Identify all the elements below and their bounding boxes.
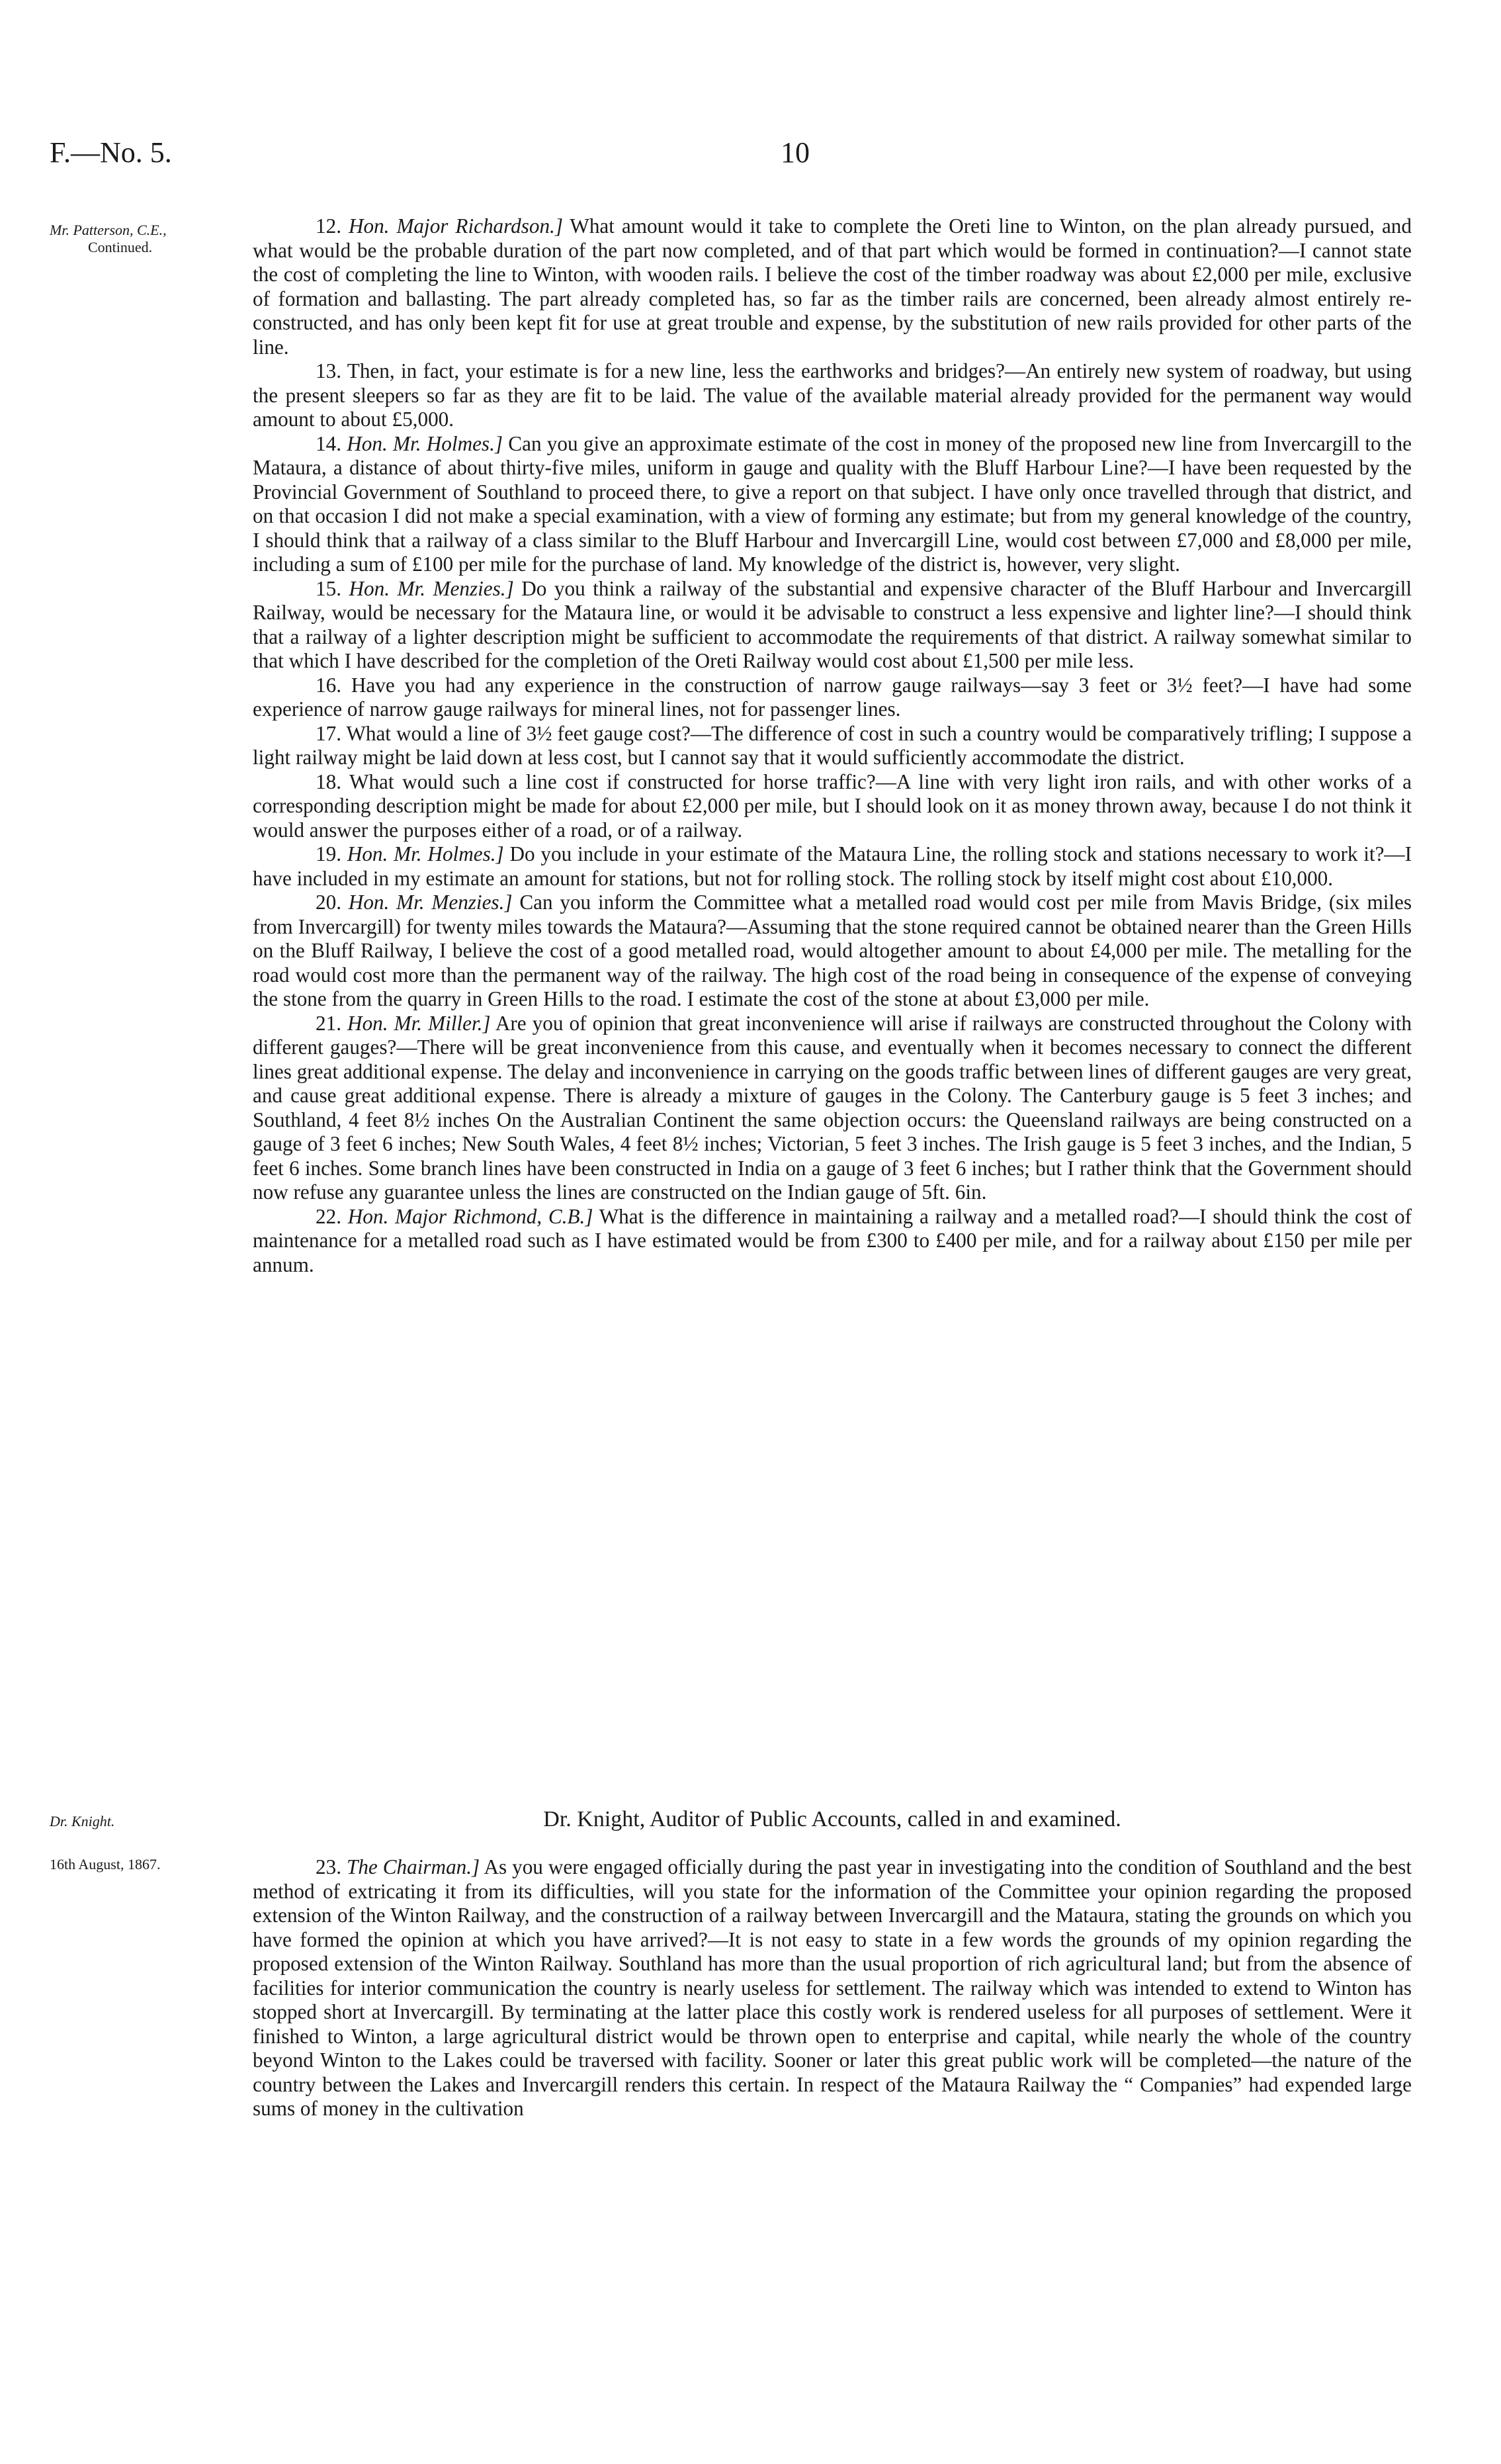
evidence-text: Then, in fact, your estimate is for a new line, less the earthworks and bridges?—An entirely new system of roadway, but using the present sleepers so far as they are fit to be laid. The value of the available material already provided for the permanent way would amount to about £5,000. — [253, 359, 1412, 431]
evidence-text: Can you give an approximate estimate of the cost in money of the proposed new line from Invercargill to the Mataura, a distance of about thirty-five miles, uniform in gauge and quality with the Bluff Harbour Line?—I have been requested by the Provincial Government of Southland to proceed there, to give a report on that subject. I have only once travelled through that district, and on that occasion I did not make a special examination, with a view of forming any estimate; but from my general knowledge of the country, I should think that a railway of a class similar to the Bluff Harbour and Invercargill Line, would cost between £7,000 and £8,000 per mile, including a sum of £100 per mile for the purchase of land. My knowledge of the district is, however, very slight. — [253, 431, 1412, 576]
evidence-paragraph — [253, 770, 1412, 843]
evidence-text: As you were engaged officially during the past year in investigating into the condition of Southland and the best method of extricating it from its difficulties, will you state for the information of the Committee your opinion regarding the proposed extension of the Winton Railway, and the construction of a railway between Invercargill and the Mataura, stating the grounds on which you have formed the opinion at which you have arrived?—It is not easy to state in a few words the grounds of my opinion regarding the proposed extension of the Winton Railway. Southland has more than the usual proportion of rich agricultural land; but from the absence of facilities for interior communication the country is nearly useless for settlement. The railway which was intended to extend to Winton has stopped short at Invercargill. By terminating at the latter place this costly work is rendered useless for all purposes of settlement. Were it finished to Winton, a large agricultural district would be thrown open to enterprise and capital, while nearly the whole of the country beyond Winton to the Lakes could be traversed with facility. Sooner or later this great public work will be completed—the nature of the country between the Lakes and Invercargill renders this certain. In respect of the Mataura Railway the “ Companies” had expended large sums of money in the cultivation — [253, 1855, 1412, 2120]
margin-note-continued: Continued. — [88, 239, 153, 255]
evidence-paragraph — [253, 432, 1412, 577]
evidence-paragraph — [253, 1012, 1412, 1205]
margin-note-witness-2 — [50, 1813, 241, 1830]
evidence-section-2 — [253, 1855, 1412, 2121]
evidence-text: Have you had any experience in the construction of narrow gauge railways—say 3 feet or 3½ feet?—I have had some experience of narrow gauge railways for mineral lines, not for passenger lines. — [253, 673, 1412, 721]
evidence-paragraph — [253, 674, 1412, 722]
evidence-paragraph — [253, 842, 1412, 891]
question-number: 22. — [316, 1204, 341, 1228]
evidence-text: Are you of opinion that great inconvenience will arise if railways are constructed throughout the Colony with different gauges?—There will be great inconvenience from this cause, and eventually when it becomes necessary to connect the different lines great additional expense. The delay and inconvenience in carrying on the goods traffic between lines of different gauges are very great, and cause great additional expense. There is already a mixture of gauges in the Colony. The Canterbury gauge is 5 feet 3 inches; and Southland, 4 feet 8½ inches On the Australian Continent the same objection occurs: the Queensland railways are being constructed on a gauge of 3 feet 6 inches; New South Wales, 4 feet 8½ inches; Victorian, 5 feet 3 inches. The Irish gauge is 5 feet 3 inches, and the Indian, 5 feet 6 inches. Some branch lines have been constructed in India on a gauge of 3 feet 6 inches; but I rather think that the Government should now refuse any guarantee unless the lines are constructed on the Indian gauge of 5ft. 6in. — [253, 1011, 1412, 1204]
speaker-name: Hon. Mr. Holmes.] — [347, 842, 504, 865]
margin-note-witness-1 — [50, 222, 241, 256]
speaker-name: Hon. Major Richardson.] — [348, 214, 563, 238]
question-number: 14. — [316, 431, 341, 455]
evidence-section-1 — [253, 214, 1412, 1277]
question-number: 13. — [316, 359, 341, 382]
question-number: 19. — [316, 842, 341, 865]
evidence-text: What amount would it take to complete the Oreti line to Winton, on the plan already pursued, and what would be the probable duration of the part now completed, and of that part which would be formed in continuation?—I cannot state the cost of completing the line to Winton, with wooden rails. I believe the cost of the timber roadway was about £2,000 per mile, exclusive of formation and ballasting. The part already completed has, so far as the timber rails are concerned, been already almost entirely re-constructed, and has only been kept fit for use at great trouble and expense, by the substitution of new rails provided for other parts of the line. — [253, 214, 1412, 359]
question-number: 15. — [316, 576, 341, 600]
margin-note-witness-2-date-block — [50, 1856, 241, 1873]
evidence-paragraph — [253, 359, 1412, 432]
witness-heading: Dr. Knight, Auditor of Public Accounts, called in and examined. — [543, 1807, 1121, 1831]
speaker-name: The Chairman.] — [346, 1855, 480, 1878]
evidence-text: What would a line of 3½ feet gauge cost?—The difference of cost in such a country would be comparatively trifling; I suppose a light railway might be laid down at less cost, but I cannot say that it would sufficiently accommodate the district. — [253, 721, 1412, 769]
speaker-name: Hon. Mr. Menzies.] — [348, 891, 513, 914]
evidence-text: What is the difference in maintaining a railway and a metalled road?—I should think the cost of maintenance for a metalled road such as I have estimated would be from £300 to £400 per mile, and for a railway about £150 per mile per annum. — [253, 1204, 1412, 1276]
evidence-paragraph — [253, 577, 1412, 674]
evidence-paragraph — [253, 891, 1412, 1012]
document-reference: F.—No. 5. — [50, 136, 172, 169]
evidence-paragraph — [253, 722, 1412, 770]
speaker-name: Hon. Mr. Holmes.] — [347, 431, 503, 455]
running-head — [50, 136, 1412, 175]
speaker-name: Hon. Mr. Menzies.] — [349, 576, 514, 600]
page-number: 10 — [781, 136, 810, 169]
evidence-paragraph — [253, 1855, 1412, 2121]
evidence-text: Can you inform the Committee what a metalled road would cost per mile from Mavis Bridge, (six miles from Invercargill) for twenty miles towards the Mataura?—Assuming that the stone required cannot be obtained nearer than the Green Hills on the Bluff Railway, I believe the cost of a good metalled road, would altogether amount to about £4,000 per mile. The metalling for the road would cost more than the permanent way of the railway. The high cost of the road being in consequence of the expense of conveying the stone from the quarry in Green Hills to the road. I estimate the cost of the stone at about £3,000 per mile. — [253, 891, 1412, 1010]
margin-note-witness-2-name: Dr. Knight. — [50, 1813, 115, 1829]
question-number: 12. — [316, 214, 341, 238]
speaker-name: Hon. Major Richmond, C.B.] — [347, 1204, 593, 1228]
question-number: 17. — [316, 721, 341, 745]
margin-note-witness-2-date: 16th August, 1867. — [50, 1856, 161, 1872]
speaker-name: Hon. Mr. Miller.] — [347, 1011, 491, 1035]
margin-note-witness-1-name: Mr. Patterson, C.E., — [50, 222, 167, 238]
evidence-text: Do you include in your estimate of the Mataura Line, the rolling stock and stations necessary to work it?—I have included in my estimate an amount for stations, but not for rolling stock. The rolling stock by itself might cost about £10,000. — [253, 842, 1412, 890]
question-number: 16. — [316, 673, 341, 697]
question-number: 21. — [316, 1011, 341, 1035]
question-number: 20. — [316, 891, 341, 914]
evidence-text: What would such a line cost if constructed for horse traffic?—A line with very light iron rails, and with other works of a corresponding description might be made for about £2,000 per mile, but I should look on it as money thrown away, because I do not think it would answer the purposes either of a road, or of a railway. — [253, 770, 1412, 842]
question-number: 18. — [316, 770, 341, 793]
evidence-paragraph — [253, 214, 1412, 359]
question-number: 23. — [316, 1855, 341, 1878]
evidence-paragraph — [253, 1205, 1412, 1278]
evidence-text: Do you think a railway of the substantial and expensive character of the Bluff Harbour and Invercargill Railway, would be necessary for the Mataura line, or would it be advisable to construct a less expensive and lighter line?—I should think that a railway of a lighter description might be sufficient to accommodate the requirements of that district. A railway somewhat similar to that which I have described for the completion of the Oreti Railway would cost about £1,500 per mile less. — [253, 576, 1412, 672]
